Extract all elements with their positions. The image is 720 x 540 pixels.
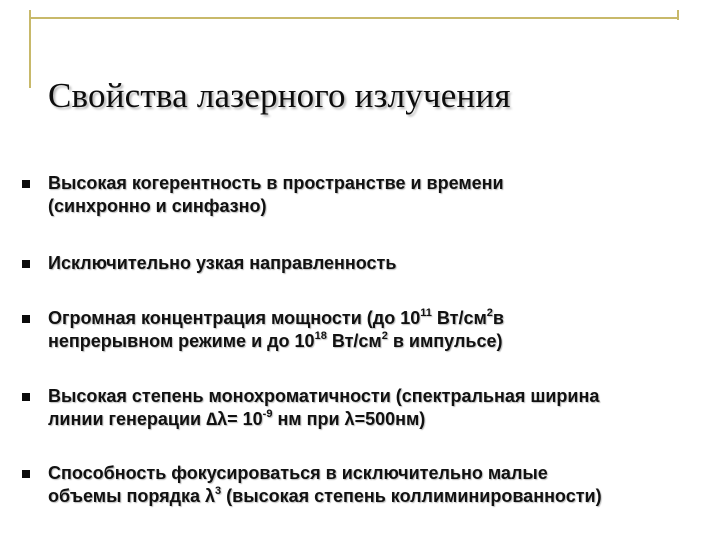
bullet-square-icon [22, 260, 30, 268]
bullet-text [48, 172, 708, 218]
superscript: 18 [314, 330, 327, 342]
superscript: -9 [262, 408, 273, 420]
bullet-text-run: непрерывном режиме и до 10 [48, 331, 315, 351]
bullet-text-run: (высокая степень коллиминированности) [221, 486, 602, 506]
bullet-line [48, 172, 708, 195]
bullet-text [48, 307, 708, 353]
bullet-text-run: Высокая когерентность в пространстве и времени [48, 173, 504, 193]
bullet-line [48, 385, 708, 408]
bullet-line [48, 462, 708, 485]
superscript: 11 [420, 307, 432, 319]
bullet-text [48, 462, 708, 508]
bullet-text-run: Огромная концентрация мощности (до 10 [48, 308, 421, 328]
bullet-text-run: в импульсе) [387, 331, 503, 351]
bullet-line [48, 252, 708, 275]
bullet-square-icon [22, 315, 30, 323]
bullet-text-run: Высокая степень монохроматичности (спектральная ширина [48, 386, 600, 406]
bullet-text-run: Вт/см [431, 308, 487, 328]
bullet-square-icon [22, 393, 30, 401]
bullet-line [48, 408, 708, 431]
bullet-text [48, 385, 708, 431]
superscript: 2 [381, 330, 388, 342]
superscript: 3 [215, 485, 222, 497]
bullet-square-icon [22, 180, 30, 188]
superscript: 2 [486, 307, 493, 319]
bullet-text-run: нм при λ=500нм) [272, 409, 426, 429]
bullet-line [48, 485, 708, 508]
bullet-text-run: (синхронно и синфазно) [48, 196, 267, 216]
bullet-text-run: в [492, 308, 504, 328]
bullet-line [48, 195, 708, 218]
bullet-text [48, 252, 708, 275]
bullet-line [48, 330, 708, 353]
bullet-text-run: Исключительно узкая направленность [48, 253, 397, 273]
bullet-text-run: объемы порядка λ [48, 486, 216, 506]
bullet-text-run: Вт/см [326, 331, 382, 351]
bullet-square-icon [22, 470, 30, 478]
bullet-text-run: Способность фокусироваться в исключительно малые [48, 463, 548, 483]
bullet-line [48, 307, 708, 330]
bullet-text-run: линии генерации ∆λ= 10 [48, 409, 263, 429]
slide-title: Свойства лазерного излучения [48, 76, 511, 115]
